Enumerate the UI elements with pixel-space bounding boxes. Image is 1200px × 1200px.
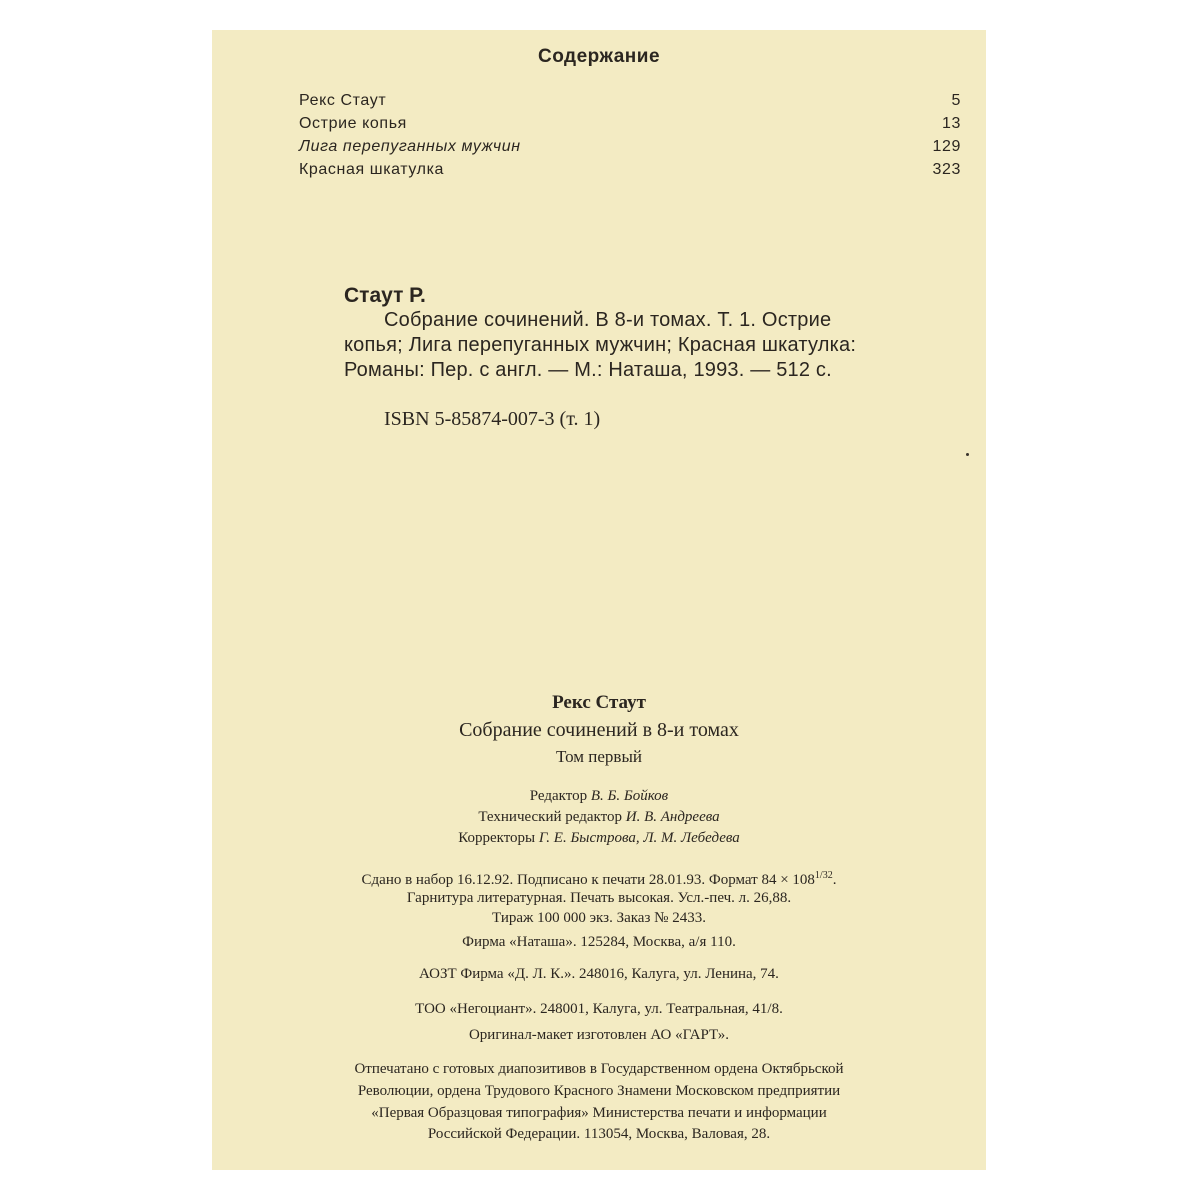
- print-run-line: Тираж 100 000 экз. Заказ № 2433.: [492, 910, 706, 926]
- printer-line: Революции, ордена Трудового Красного Знамени Московском предприятии: [357, 1083, 841, 1099]
- toc-item-title: Рекс Стаут: [299, 92, 387, 109]
- printer-line: Российской Федерации. 113054, Москва, Валовая, 28.: [427, 1126, 771, 1142]
- toc-item: [299, 161, 961, 185]
- toc-item-title: Лига перепуганных мужчин: [299, 138, 521, 155]
- editor-line: [212, 788, 986, 805]
- editor-label: Редактор: [529, 788, 588, 804]
- tech-editor-line: [212, 809, 986, 826]
- correctors-label: Корректоры: [458, 830, 536, 846]
- isbn: ISBN 5-85874-007-3 (т. 1): [384, 408, 601, 430]
- format-fraction: 1/32: [814, 870, 833, 881]
- publisher-line: АОЗТ Фирма «Д. Л. К.». 248016, Калуга, ул. Ленина, 74.: [419, 966, 779, 982]
- imprint-series: Собрание сочинений в 8-и томах: [459, 719, 739, 741]
- editor-name: В. Б. Бойков: [590, 788, 669, 804]
- tech-editor-label: Технический редактор: [478, 809, 622, 825]
- toc-item-page: 129: [932, 138, 961, 155]
- toc-title: Содержание: [537, 46, 661, 67]
- toc-item-page: 323: [932, 161, 961, 178]
- printer-line: Отпечатано с готовых диапозитивов в Государственном ордена Октябрьской: [354, 1061, 844, 1077]
- toc-item-title: Острие копья: [299, 115, 407, 132]
- bibliography-line: копья; Лига перепуганных мужчин; Красная шкатулка:: [344, 334, 857, 356]
- toc-item-page: 13: [942, 115, 961, 132]
- book-page: [212, 30, 986, 1170]
- toc-item: [299, 115, 961, 139]
- print-speck: [966, 453, 969, 456]
- printer-line: «Первая Образцовая типография» Министерства печати и информации: [371, 1105, 827, 1121]
- bibliography-line: Собрание сочинений. В 8-и томах. Т. 1. Острие: [384, 309, 832, 331]
- imprint-volume: Том первый: [556, 747, 642, 766]
- publisher-line: ТОО «Негоциант». 248001, Калуга, ул. Театральная, 41/8.: [415, 1001, 783, 1017]
- print-details-line: Сдано в набор 16.12.92. Подписано к печати 28.01.93. Формат $84 \times 108^{1/32}$.: [361, 870, 837, 888]
- toc-item-title: Красная шкатулка: [299, 161, 445, 178]
- bibliography-line: Романы: Пер. с англ. — М.: Наташа, 1993. — 512 с.: [344, 359, 832, 381]
- layout-credit: Оригинал-макет изготовлен АО «ГАРТ».: [468, 1027, 730, 1043]
- publisher-line: Фирма «Наташа». 125284, Москва, а/я 110.: [462, 934, 736, 950]
- print-details-line: Гарнитура литературная. Печать высокая. Усл.-печ. л. 26,88.: [406, 890, 792, 906]
- correctors-names: Г. Е. Быстрова, Л. М. Лебедева: [538, 830, 740, 846]
- imprint-author: Рекс Стаут: [552, 692, 646, 713]
- toc-item-page: 5: [951, 92, 961, 109]
- toc-item: [299, 92, 961, 116]
- tech-editor-name: И. В. Андреева: [625, 809, 720, 825]
- bibliography-author: Стаут Р.: [344, 284, 426, 307]
- toc-item: [299, 138, 961, 162]
- correctors-line: [212, 830, 986, 847]
- print-details-text: Сдано в набор 16.12.92. Подписано к печати 28.01.93. Формат 84 × 108: [361, 872, 815, 888]
